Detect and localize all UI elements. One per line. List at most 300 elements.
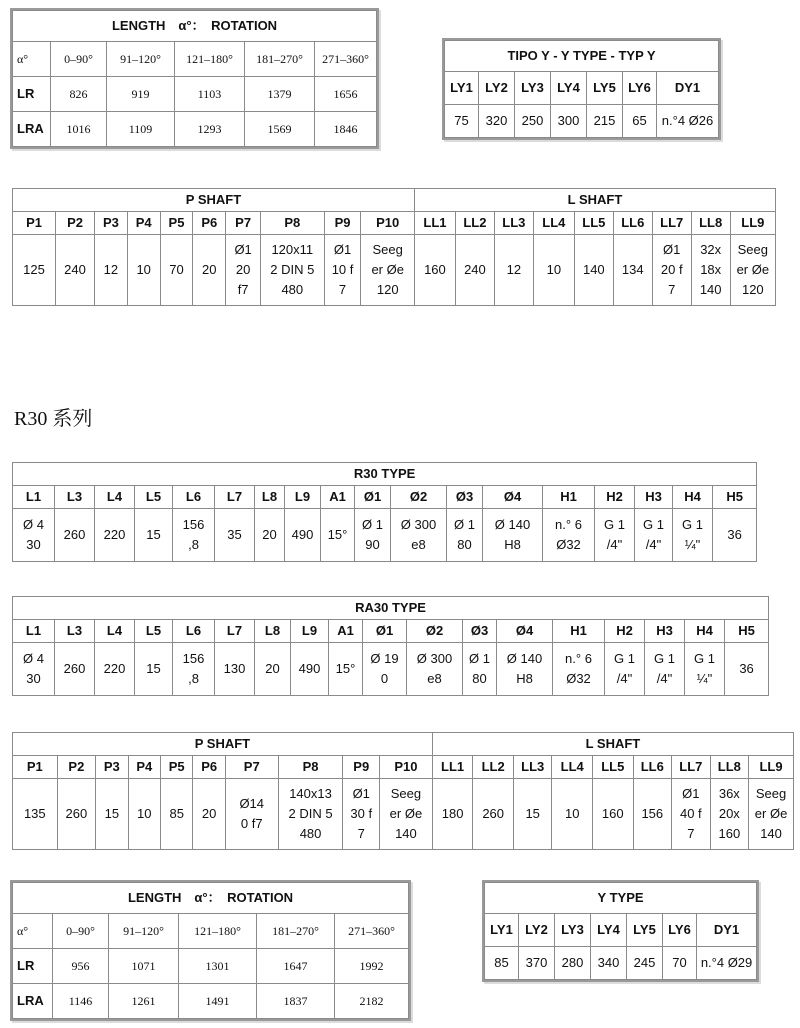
column-header: P1	[13, 212, 56, 235]
range-header: 121–180°	[175, 42, 245, 77]
value-line: 7	[668, 282, 676, 297]
value-line: 36x	[718, 786, 740, 801]
column-header: H4	[673, 486, 713, 509]
column-header: LL9	[730, 212, 775, 235]
y-header: LY6	[623, 72, 657, 105]
column-header: L9	[291, 620, 329, 643]
y-header: LY4	[551, 72, 587, 105]
r30-table-grid	[12, 462, 757, 562]
shaft-table-2-grid	[12, 732, 794, 850]
value-line: /4"	[616, 671, 633, 686]
value-line: 140	[699, 282, 722, 297]
length-table-2-grid	[12, 882, 409, 1019]
value-cell	[55, 509, 95, 562]
column-header: L9	[285, 486, 321, 509]
value-line: n.° 6	[555, 517, 582, 532]
value-line: 30	[26, 537, 41, 552]
value-line: 36	[727, 527, 742, 542]
value-line: 140x13	[289, 786, 332, 801]
value-cell	[553, 643, 605, 696]
value-cell	[672, 779, 711, 850]
column-header: H1	[553, 620, 605, 643]
value-cell	[215, 509, 255, 562]
column-header: P8	[278, 756, 343, 779]
value-cell	[513, 779, 552, 850]
length-cell: 1379	[245, 77, 315, 112]
value-line: 36	[739, 661, 754, 676]
value-line: H8	[516, 671, 533, 686]
value-line: Ø 300	[416, 651, 453, 666]
length-cell: 1261	[109, 984, 179, 1019]
value-line: Ø1	[234, 242, 252, 257]
value-line: er Øe	[371, 262, 404, 277]
r30-title: R30 TYPE	[13, 463, 757, 486]
value-cell	[135, 643, 173, 696]
y-header: LY1	[485, 914, 519, 947]
value-cell	[56, 235, 95, 306]
column-header: L7	[215, 620, 255, 643]
value-line: 20x	[718, 806, 740, 821]
y-cell: 65	[623, 105, 657, 138]
y-header: LY6	[663, 914, 697, 947]
y-header: LY5	[587, 72, 623, 105]
value-line: /4"	[645, 537, 662, 552]
value-line: 160	[718, 826, 741, 841]
y-table-title: Y TYPE	[485, 883, 757, 914]
value-cell	[95, 235, 128, 306]
length-cell: 1293	[175, 112, 245, 147]
value-cell	[95, 643, 135, 696]
value-cell	[261, 235, 325, 306]
value-line: Ø32	[556, 537, 581, 552]
value-line: Ø 140	[494, 517, 531, 532]
column-header: LL6	[633, 756, 672, 779]
value-line: 15	[146, 527, 161, 542]
column-header: P4	[128, 756, 160, 779]
value-line: G 1	[694, 651, 715, 666]
column-header: Ø2	[407, 620, 463, 643]
column-header: LL3	[513, 756, 552, 779]
value-line: G 1	[654, 651, 675, 666]
column-header: P7	[225, 756, 278, 779]
column-header: Ø3	[447, 486, 483, 509]
value-line: ¼"	[684, 537, 701, 552]
y-cell: n.°4 Ø29	[697, 947, 757, 980]
y-header: LY2	[479, 72, 515, 105]
y-type-table-2	[482, 880, 759, 982]
value-line: f7	[237, 282, 249, 297]
range-header: 271–360°	[315, 42, 377, 77]
shaft-table-1	[12, 188, 776, 306]
value-cell	[215, 643, 255, 696]
value-line: 10	[137, 806, 152, 821]
value-line: 20	[235, 262, 251, 277]
y-header: LY4	[591, 914, 627, 947]
value-line: er Øe	[754, 806, 788, 821]
value-line: H8	[504, 537, 521, 552]
length-cell: 1569	[245, 112, 315, 147]
y-cell: 370	[519, 947, 555, 980]
column-header: L5	[135, 486, 173, 509]
value-cell	[161, 779, 193, 850]
column-header: H3	[635, 486, 673, 509]
value-cell	[652, 235, 691, 306]
value-cell	[463, 643, 497, 696]
column-header: LL2	[473, 756, 514, 779]
value-line: 260	[482, 806, 505, 821]
value-line: 32x	[700, 242, 722, 257]
value-line: 125	[23, 262, 45, 277]
column-header: P6	[193, 212, 226, 235]
value-line: Ø 19	[370, 651, 399, 666]
y-table-2-grid	[484, 882, 757, 980]
value-line: 20 f	[660, 262, 683, 277]
length-cell: 2182	[335, 984, 409, 1019]
value-line: 30	[26, 671, 41, 686]
value-line: 7	[357, 826, 365, 841]
column-header: LL5	[574, 212, 613, 235]
value-cell	[226, 235, 261, 306]
value-cell	[749, 779, 794, 850]
length-table-1-grid	[12, 10, 377, 147]
row-label-lra: LRA	[13, 984, 53, 1019]
column-header: LL6	[613, 212, 652, 235]
value-line: 10	[564, 806, 580, 821]
value-cell	[685, 643, 725, 696]
y-header: LY2	[519, 914, 555, 947]
column-header: L8	[255, 620, 291, 643]
value-line: 160	[424, 262, 446, 277]
value-cell	[160, 235, 193, 306]
value-line: 15°	[335, 661, 356, 676]
value-line: Ø14	[239, 796, 265, 811]
value-cell	[255, 643, 291, 696]
value-line: G 1	[682, 517, 703, 532]
value-line: ¼"	[696, 671, 713, 686]
column-header: H5	[725, 620, 769, 643]
column-header: H2	[595, 486, 635, 509]
value-cell	[593, 779, 634, 850]
value-cell	[173, 509, 215, 562]
range-header: 0–90°	[53, 914, 109, 949]
l-shaft-title: L SHAFT	[414, 189, 775, 212]
alpha-header: α°	[13, 914, 53, 949]
value-line: 140	[760, 826, 782, 841]
value-cell	[363, 643, 407, 696]
value-cell	[95, 509, 135, 562]
value-cell	[552, 779, 593, 850]
value-line: Ø 4	[23, 651, 44, 666]
length-table-title: LENGTH α°： ROTATION	[13, 11, 377, 42]
value-line: Ø32	[566, 671, 591, 686]
value-line: er Øe	[736, 262, 770, 277]
value-line: 12	[103, 262, 119, 277]
y-cell: 70	[663, 947, 697, 980]
value-cell	[595, 509, 635, 562]
column-header: Ø1	[363, 620, 407, 643]
value-line: 240	[64, 262, 86, 277]
row-label-lra: LRA	[13, 112, 51, 147]
value-line: 20	[201, 806, 217, 821]
value-cell	[329, 643, 363, 696]
value-line: 240	[464, 262, 486, 277]
value-line: Seeg	[737, 242, 769, 257]
value-line: 140	[395, 826, 417, 841]
length-cell: 1109	[107, 112, 175, 147]
value-line: 220	[103, 527, 126, 542]
value-cell	[691, 235, 730, 306]
value-line: 160	[601, 806, 624, 821]
value-line: 0 f7	[240, 816, 263, 831]
value-line: Ø 1	[362, 517, 383, 532]
value-line: 2 DIN 5	[270, 262, 315, 277]
value-line: 120	[376, 282, 399, 297]
value-line: 130	[223, 661, 246, 676]
value-cell	[605, 643, 645, 696]
value-line: 20	[265, 661, 280, 676]
ra30-type-table	[12, 596, 769, 696]
value-cell	[725, 643, 769, 696]
value-line: e8	[411, 537, 426, 552]
y-header: DY1	[697, 914, 757, 947]
column-header: Ø4	[483, 486, 543, 509]
y-cell: 340	[591, 947, 627, 980]
value-line: Ø1	[352, 786, 370, 801]
ra30-title: RA30 TYPE	[13, 597, 769, 620]
value-cell	[473, 779, 514, 850]
range-header: 181–270°	[245, 42, 315, 77]
value-cell	[635, 509, 673, 562]
value-line: 220	[103, 661, 126, 676]
value-cell	[710, 779, 749, 850]
length-cell: 1837	[257, 984, 335, 1019]
value-line: /4"	[606, 537, 623, 552]
p-shaft-title: P SHAFT	[13, 733, 433, 756]
range-header: 91–120°	[107, 42, 175, 77]
y-cell: 245	[627, 947, 663, 980]
value-line: 0	[380, 671, 389, 686]
value-cell	[455, 235, 494, 306]
length-cell: 919	[107, 77, 175, 112]
value-line: 15	[146, 661, 161, 676]
value-line: 480	[299, 826, 322, 841]
value-line: 30 f	[350, 806, 373, 821]
range-header: 91–120°	[109, 914, 179, 949]
y-header: LY5	[627, 914, 663, 947]
value-line: G 1	[614, 651, 635, 666]
value-line: 7	[687, 826, 695, 841]
value-cell	[96, 779, 128, 850]
length-cell: 1647	[257, 949, 335, 984]
column-header: P10	[361, 212, 414, 235]
value-cell	[57, 779, 96, 850]
y-cell: 75	[445, 105, 479, 138]
value-line: 120x11	[271, 242, 314, 257]
shaft-table-1-grid	[12, 188, 776, 306]
column-header: LL4	[552, 756, 593, 779]
column-header: L6	[173, 620, 215, 643]
value-cell	[355, 509, 391, 562]
value-line: 180	[441, 806, 464, 821]
range-header: 0–90°	[51, 42, 107, 77]
column-header: L4	[95, 620, 135, 643]
value-cell	[533, 235, 574, 306]
column-header: L1	[13, 486, 55, 509]
value-cell	[255, 509, 285, 562]
value-line: Ø 1	[454, 517, 475, 532]
y-cell: 300	[551, 105, 587, 138]
value-cell	[673, 509, 713, 562]
value-line: G 1	[643, 517, 664, 532]
value-line: Ø 140	[506, 651, 543, 666]
value-cell	[324, 235, 361, 306]
value-cell	[483, 509, 543, 562]
y-header: LY3	[515, 72, 551, 105]
y-cell: n.°4 Ø26	[657, 105, 719, 138]
value-line: Seeg	[755, 786, 787, 801]
value-cell	[713, 509, 757, 562]
column-header: P6	[193, 756, 225, 779]
column-header: P1	[13, 756, 58, 779]
value-cell	[633, 779, 672, 850]
length-rotation-table-1	[10, 8, 379, 149]
value-line: 35	[227, 527, 242, 542]
value-line: 480	[281, 282, 304, 297]
column-header: H1	[543, 486, 595, 509]
value-line: Ø1	[663, 242, 681, 257]
value-line: e8	[427, 671, 442, 686]
value-line: Seeg	[372, 242, 403, 257]
length-cell: 1846	[315, 112, 377, 147]
column-header: LL4	[533, 212, 574, 235]
value-line: 15	[525, 806, 540, 821]
column-header: H3	[645, 620, 685, 643]
column-header: L3	[55, 486, 95, 509]
value-line: er Øe	[389, 806, 423, 821]
length-cell: 1491	[179, 984, 257, 1019]
value-cell	[379, 779, 432, 850]
column-header: P2	[56, 212, 95, 235]
value-cell	[193, 235, 226, 306]
value-line: 15	[104, 806, 120, 821]
column-header: LL7	[672, 756, 711, 779]
value-line: 135	[23, 806, 46, 821]
column-header: L3	[55, 620, 95, 643]
y-table-title: TIPO Y - Y TYPE - TYP Y	[445, 41, 719, 72]
value-cell	[193, 779, 225, 850]
length-cell: 956	[53, 949, 109, 984]
length-table-title: LENGTH α°： ROTATION	[13, 883, 409, 914]
value-line: 20	[262, 527, 277, 542]
column-header: LL5	[593, 756, 634, 779]
column-header: P9	[343, 756, 380, 779]
value-cell	[645, 643, 685, 696]
ra30-table-grid	[12, 596, 769, 696]
value-line: 10	[136, 262, 151, 277]
range-header: 271–360°	[335, 914, 409, 949]
value-line: 15°	[327, 527, 348, 542]
value-line: 156	[182, 651, 205, 666]
column-header: LL9	[749, 756, 794, 779]
column-header: L1	[13, 620, 55, 643]
length-cell: 1301	[179, 949, 257, 984]
value-line: 40 f	[679, 806, 702, 821]
length-cell: 1656	[315, 77, 377, 112]
length-cell: 1103	[175, 77, 245, 112]
value-cell	[13, 509, 55, 562]
shaft-table-2	[12, 732, 794, 850]
value-line: 10 f	[331, 262, 354, 277]
value-cell	[278, 779, 343, 850]
column-header: Ø3	[463, 620, 497, 643]
value-cell	[730, 235, 775, 306]
value-cell	[225, 779, 278, 850]
value-line: 12	[506, 262, 522, 277]
value-cell	[127, 235, 160, 306]
column-header: Ø1	[355, 486, 391, 509]
column-header: P3	[96, 756, 128, 779]
length-cell: 1992	[335, 949, 409, 984]
value-cell	[321, 509, 355, 562]
value-cell	[497, 643, 553, 696]
column-header: P7	[226, 212, 261, 235]
column-header: LL8	[691, 212, 730, 235]
column-header: P5	[161, 756, 193, 779]
value-cell	[432, 779, 473, 850]
value-cell	[13, 235, 56, 306]
value-line: 80	[472, 671, 487, 686]
value-cell	[343, 779, 380, 850]
value-line: 90	[365, 537, 380, 552]
row-label-lr: LR	[13, 77, 51, 112]
column-header: H5	[713, 486, 757, 509]
column-header: P9	[324, 212, 361, 235]
value-line: 260	[65, 806, 88, 821]
p-shaft-title: P SHAFT	[13, 189, 415, 212]
y-header: DY1	[657, 72, 719, 105]
value-cell	[361, 235, 414, 306]
value-cell	[135, 509, 173, 562]
column-header: A1	[329, 620, 363, 643]
value-line: Seeg	[390, 786, 422, 801]
value-line: Ø 4	[23, 517, 44, 532]
value-line: Ø 300	[400, 517, 437, 532]
column-header: P8	[261, 212, 325, 235]
value-cell	[128, 779, 160, 850]
column-header: Ø4	[497, 620, 553, 643]
value-cell	[173, 643, 215, 696]
value-line: ,8	[188, 671, 199, 686]
length-rotation-table-2	[10, 880, 411, 1021]
range-header: 181–270°	[257, 914, 335, 949]
range-header: 121–180°	[179, 914, 257, 949]
alpha-header: α°	[13, 42, 51, 77]
value-cell	[543, 509, 595, 562]
value-cell	[391, 509, 447, 562]
column-header: LL2	[455, 212, 494, 235]
length-cell: 1016	[51, 112, 107, 147]
y-header: LY1	[445, 72, 479, 105]
column-header: LL8	[710, 756, 749, 779]
value-line: 85	[169, 806, 184, 821]
value-cell	[574, 235, 613, 306]
value-line: ,8	[188, 537, 199, 552]
value-line: /4"	[656, 671, 673, 686]
value-line: 20	[202, 262, 217, 277]
value-line: 18x	[700, 262, 722, 277]
l-shaft-title: L SHAFT	[432, 733, 793, 756]
column-header: L8	[255, 486, 285, 509]
